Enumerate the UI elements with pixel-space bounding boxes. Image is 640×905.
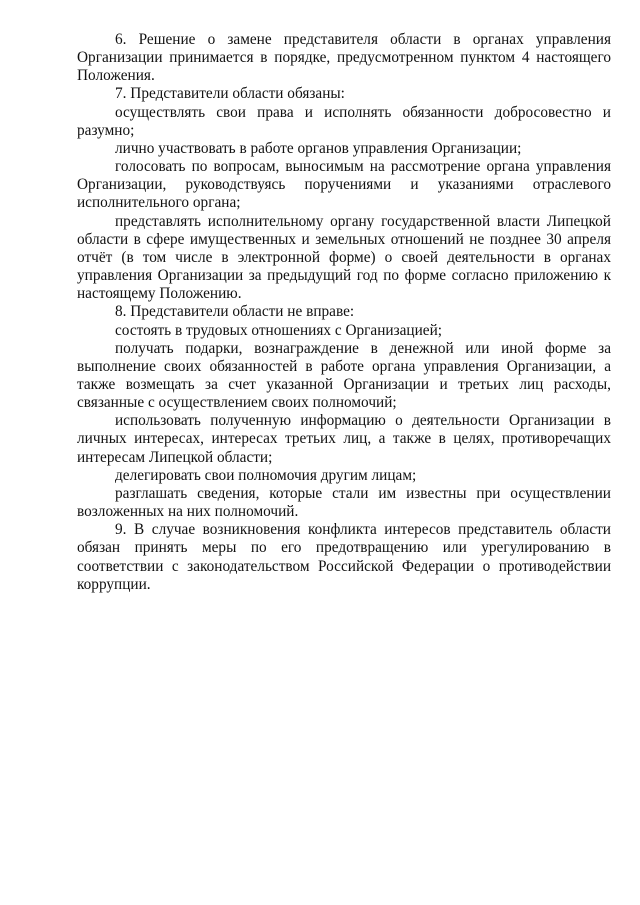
- prohibition-gifts: получать подарки, вознаграждение в денежной или иной форме за выполнение своих обязанностей в работе органа управления Организации, а также возмещать за счет указанной Организации и третьих лиц расходы, связанные с осуществлением своих полномочий;: [77, 339, 611, 412]
- duty-good-faith: осуществлять свои права и исполнять обязанности добросовестно и разумно;: [77, 103, 611, 139]
- document-page: [77, 31, 611, 594]
- prohibition-delegation: делегировать свои полномочия другим лицам;: [115, 466, 417, 484]
- paragraph-item-7: 7. Представители области обязаны:: [115, 85, 345, 103]
- duty-voting: голосовать по вопросам, выносимым на рассмотрение органа управления Организации, руководствуясь поручениями и указаниями отраслевого исполнительного органа;: [77, 158, 611, 212]
- duty-annual-report: представлять исполнительному органу государственной власти Липецкой области в сфере имущественных и земельных отношений не позднее 30 апреля отчёт (в том числе в электронной форме) о своей деятельности в органах управления Организации за предыдущий год по форме согласно приложению к настоящему Положению.: [77, 212, 611, 303]
- paragraph-item-9: 9. В случае возникновения конфликта интересов представитель области обязан принять меры по его предотвращению или урегулированию в соответствии с законодательством Российской Федерации о противодействии коррупции.: [77, 521, 611, 593]
- prohibition-disclosure: разглашать сведения, которые стали им известны при осуществлении возложенных на них полномочий.: [77, 484, 611, 521]
- prohibition-employment: состоять в трудовых отношениях с Организацией;: [115, 321, 443, 339]
- paragraph-item-8: 8. Представители области не вправе:: [115, 303, 355, 321]
- prohibition-information-use: использовать полученную информацию о деятельности Организации в личных интересах, интересах третьих лиц, а также в целях, противоречащих интересам Липецкой области;: [77, 412, 611, 466]
- paragraph-item-6: 6. Решение о замене представителя области в органах управления Организации принимается в порядке, предусмотренном пунктом 4 настоящего Положения.: [77, 31, 611, 85]
- duty-personal-participation: лично участвовать в работе органов управления Организации;: [115, 139, 522, 157]
